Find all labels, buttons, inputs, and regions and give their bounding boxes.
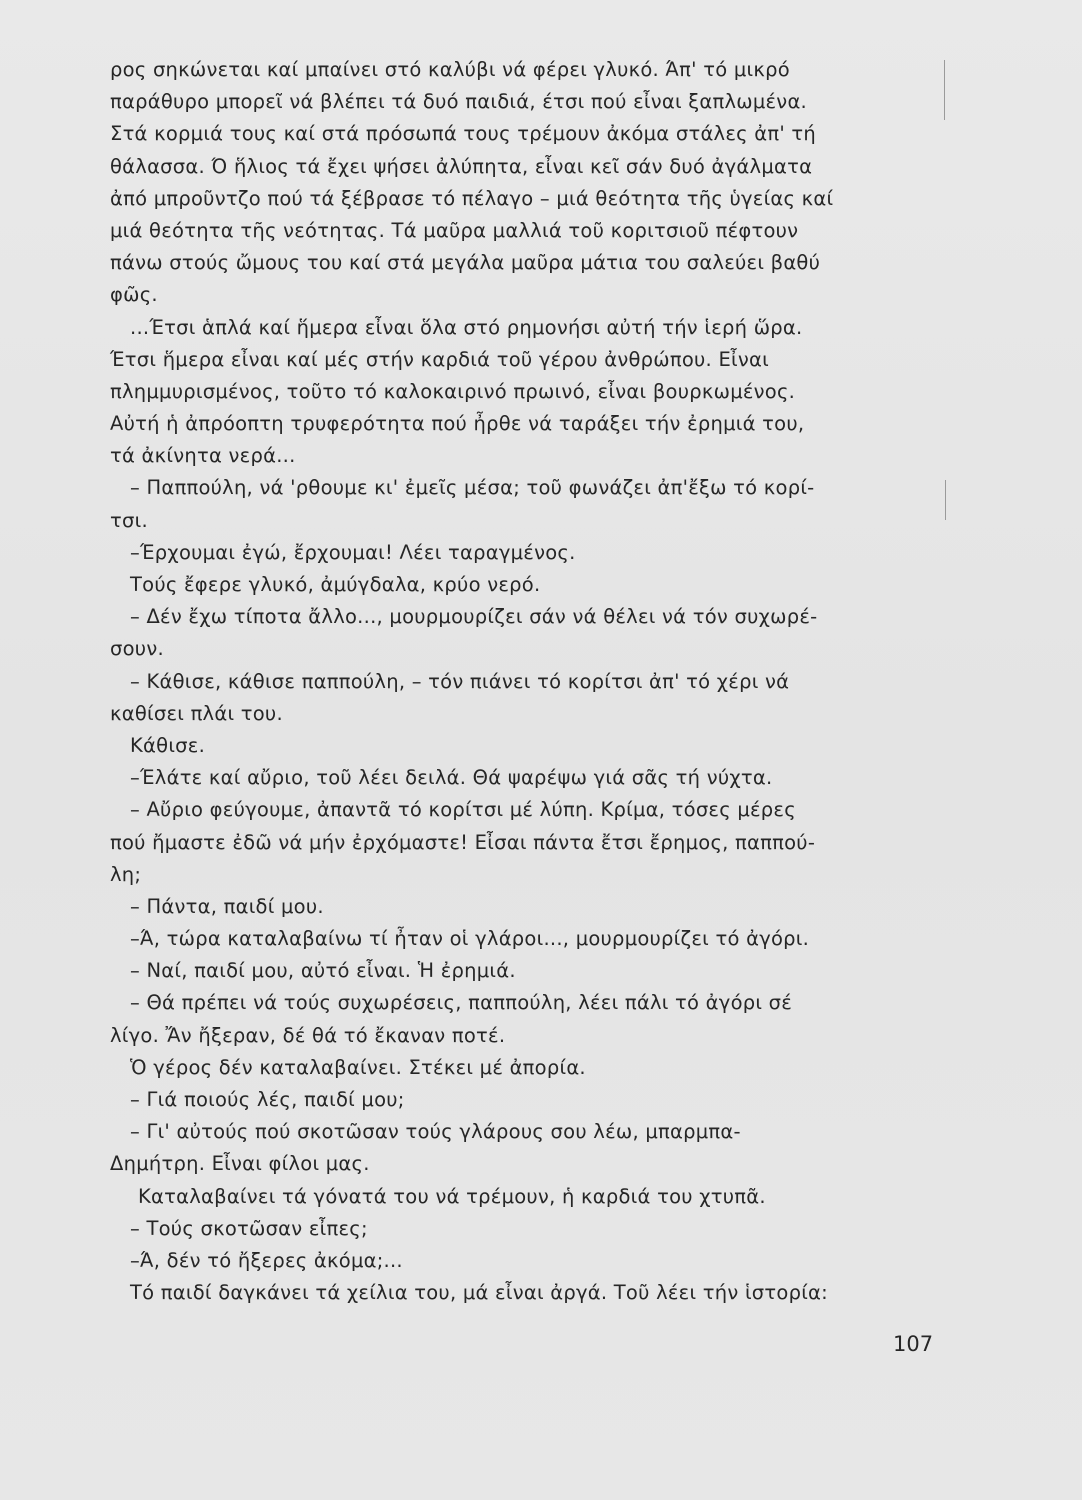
page-number: 107: [893, 1332, 934, 1356]
text-line: Τούς ἔφερε γλυκό, ἀμύγδαλα, κρύο νερό.: [130, 573, 541, 596]
text-line: – Γι' αὐτούς πού σκοτῶσαν τούς γλάρους σου λέω, μπαρμπα-: [130, 1120, 741, 1144]
text-line: – Κάθισε, κάθισε παππούλη, – τόν πιάνει τό κορίτσι ἀπ' τό χέρι νά: [130, 669, 790, 693]
text-line: Ὁ γέρος δέν καταλαβαίνει. Στέκει μέ ἀπορία.: [130, 1055, 586, 1079]
text-line: πού ἤμαστε ἐδῶ νά μήν ἐρχόμαστε! Εἶσαι πάντα ἔτσι ἔρημος, παππού-: [110, 830, 816, 854]
text-line: λίγο. Ἄν ἤξεραν, δέ θά τό ἔκαναν ποτέ.: [110, 1023, 506, 1047]
text-line: Αὐτή ἡ ἀπρόοπτη τρυφερότητα πού ἦρθε νά ταράξει τήν ἐρημιά του,: [110, 412, 805, 436]
text-line: ...Έτσι ἁπλά καί ἥμερα εἶναι ὅλα στό ρημονήσι αὐτή τήν ἱερή ὥρα.: [130, 315, 803, 339]
text-line: τά ἀκίνητα νερά...: [110, 444, 296, 468]
text-line: – Παππούλη, νά 'ρθουμε κι' ἐμεῖς μέσα; τοῦ φωνάζει ἀπ'ἔξω τό κορί-: [130, 476, 815, 500]
text-line: σουν.: [110, 637, 164, 661]
text-line: – Θά πρέπει νά τούς συχωρέσεις, παππούλη, λέει πάλι τό ἀγόρι σέ: [130, 991, 793, 1015]
text-line: Στά κορμιά τους καί στά πρόσωπά τους τρέμουν ἀκόμα στάλες ἀπ' τή: [110, 122, 817, 146]
text-line: τσι.: [110, 508, 148, 532]
text-line: μιά θεότητα τῆς νεότητας. Τά μαῦρα μαλλιά τοῦ κοριτσιοῦ πέφτουν: [110, 218, 799, 242]
text-line: ρος σηκώνεται καί μπαίνει στό καλύβι νά φέρει γλυκό. Άπ' τό μικρό: [110, 58, 790, 81]
text-line: –Ά, δέν τό ἤξερες ἀκόμα;...: [130, 1248, 403, 1272]
text-line: –Έρχουμαι ἐγώ, ἔρχουμαι! Λέει ταραγμένος.: [130, 540, 576, 564]
text-line: πλημμυρισμένος, τοῦτο τό καλοκαιρινό πρωινό, εἶναι βουρκωμένος.: [110, 379, 796, 403]
text-line: – Πάντα, παιδί μου.: [130, 894, 324, 918]
text-line: – Γιά ποιούς λές, παιδί μου;: [130, 1088, 405, 1111]
text-line: – Ναί, παιδί μου, αὐτό εἶναι. Ἡ ἐρημιά.: [130, 959, 516, 983]
text-line: Κάθισε.: [130, 733, 206, 757]
text-line: – Τούς σκοτῶσαν εἶπες;: [130, 1216, 368, 1240]
text-line: –Ά, τώρα καταλαβαίνω τί ἦταν οἱ γλάροι..., μουρμουρίζει τό ἀγόρι.: [130, 927, 810, 951]
text-line: –Έλάτε καί αὔριο, τοῦ λέει δειλά. Θά ψαρέψω γιά σᾶς τή νύχτα.: [130, 766, 773, 790]
text-line: πάνω στούς ὤμους του καί στά μεγάλα μαῦρα μάτια του σαλεύει βαθύ: [110, 251, 821, 275]
text-line: Δημήτρη. Εἶναι φίλοι μας.: [110, 1152, 370, 1176]
text-line: θάλασσα. Ό ἥλιος τά ἔχει ψήσει ἀλύπητα, εἶναι κεῖ σάν δυό ἀγάλματα: [110, 154, 813, 178]
text-line: Έτσι ἥμερα εἶναι καί μές στήν καρδιά τοῦ γέρου ἀνθρώπου. Εἶναι: [110, 347, 769, 371]
body-text: [110, 54, 950, 1309]
text-line: – Αὔριο φεύγουμε, ἀπαντᾶ τό κορίτσι μέ λύπη. Κρίμα, τόσες μέρες: [130, 798, 796, 822]
text-line: λη;: [110, 862, 142, 886]
text-line: – Δέν ἔχω τίποτα ἄλλο..., μουρμουρίζει σάν νά θέλει νά τόν συχωρέ-: [130, 605, 818, 629]
text-line: Καταλαβαίνει τά γόνατά του νά τρέμουν, ἡ καρδιά του χτυπᾶ.: [138, 1184, 766, 1208]
text-line: παράθυρο μπορεῖ νά βλέπει τά δυό παιδιά, έτσι πού εἶναι ξαπλωμένα.: [110, 90, 807, 114]
text-line: καθίσει πλάι του.: [110, 701, 283, 725]
text-line: ἀπό μπροῦντζο πού τά ξέβρασε τό πέλαγο – μιά θεότητα τῆς ὑγείας καί: [110, 186, 834, 210]
text-line: φῶς.: [110, 283, 158, 307]
text-line: Τό παιδί δαγκάνει τά χείλια του, μά εἶναι ἀργά. Τοῦ λέει τήν ἱστορία:: [130, 1281, 828, 1305]
